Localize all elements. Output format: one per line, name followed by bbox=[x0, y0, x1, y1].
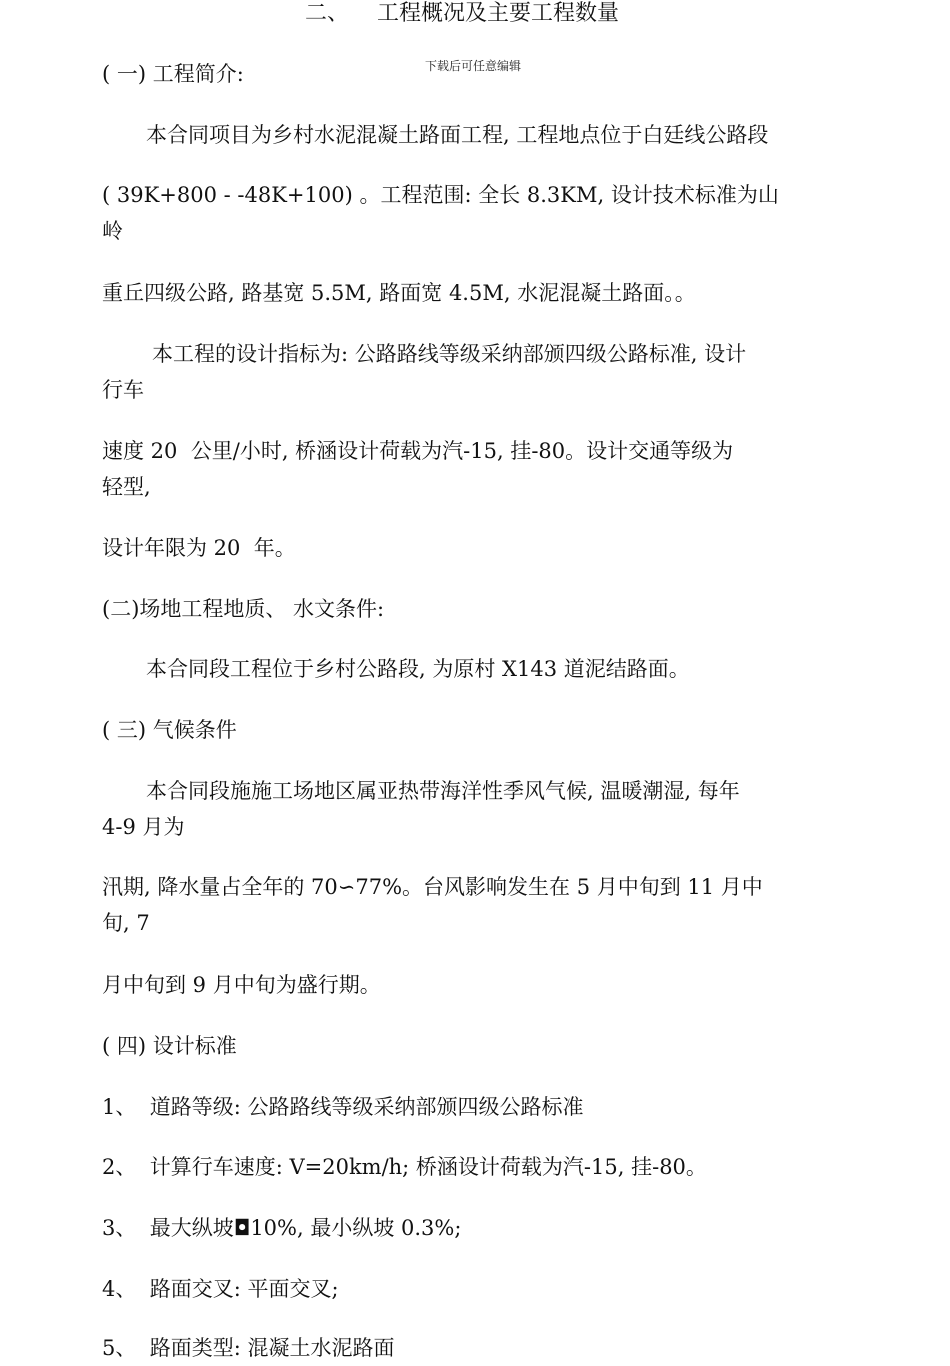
list-item: 2、 计算行车速度: V=20km/h; 桥涵设计荷载为汽-15, 挂-80。 bbox=[102, 1155, 707, 1179]
watermark-text: 下载后可任意编辑 bbox=[425, 59, 522, 73]
paragraph-line: 月中旬到 9 月中旬为盛行期。 bbox=[102, 973, 381, 997]
paragraph-line: 旬, 7 bbox=[102, 911, 150, 935]
paragraph-line: 本合同段工程位于乡村公路段, 为原村 X143 道泥结路面。 bbox=[146, 657, 690, 681]
paragraph-line: 本合同段施施工场地区属亚热带海洋性季风气候, 温暖潮湿, 每年 bbox=[146, 779, 740, 803]
list-item: 3、 最大纵坡◘10%, 最小纵坡 0.3%; bbox=[102, 1216, 462, 1240]
page-title: 二、 工程概况及主要工程数量 bbox=[305, 1, 619, 26]
paragraph-line: 重丘四级公路, 路基宽 5.5M, 路面宽 4.5M, 水泥混凝土路面。。 bbox=[102, 281, 696, 305]
paragraph-line: 4-9 月为 bbox=[102, 815, 185, 839]
list-item: 5、 路面类型: 混凝土水泥路面 bbox=[102, 1336, 395, 1360]
paragraph-line: 速度 20 公里/小时, 桥涵设计荷载为汽-15, 挂-80。设计交通等级为 bbox=[102, 439, 734, 463]
paragraph-line: 行车 bbox=[102, 378, 144, 402]
paragraph-line: ( 39K+800 - -48K+100) 。工程范围: 全长 8.3KM, 设计技术标准为山 bbox=[102, 183, 779, 207]
paragraph-line: 汛期, 降水量占全年的 70∽77%。台风影响发生在 5 月中旬到 11 月中 bbox=[102, 875, 763, 899]
section-2-heading: (二)场地工程地质、 水文条件: bbox=[102, 597, 385, 621]
paragraph-line: 设计年限为 20 年。 bbox=[102, 536, 296, 560]
list-item: 1、 道路等级: 公路路线等级采纳部颁四级公路标准 bbox=[102, 1095, 584, 1119]
paragraph-line: 本合同项目为乡村水泥混凝土路面工程, 工程地点位于白廷线公路段 bbox=[146, 123, 769, 147]
section-4-heading: ( 四) 设计标准 bbox=[102, 1034, 237, 1058]
paragraph-line: 本工程的设计指标为: 公路路线等级采纳部颁四级公路标准, 设计 bbox=[152, 342, 747, 366]
section-1-heading: ( 一) 工程简介: bbox=[102, 62, 244, 86]
paragraph-line: 轻型, bbox=[102, 475, 151, 499]
section-3-heading: ( 三) 气候条件 bbox=[102, 718, 237, 742]
paragraph-line: 岭 bbox=[102, 219, 123, 243]
list-item: 4、 路面交叉: 平面交叉; bbox=[102, 1277, 339, 1301]
